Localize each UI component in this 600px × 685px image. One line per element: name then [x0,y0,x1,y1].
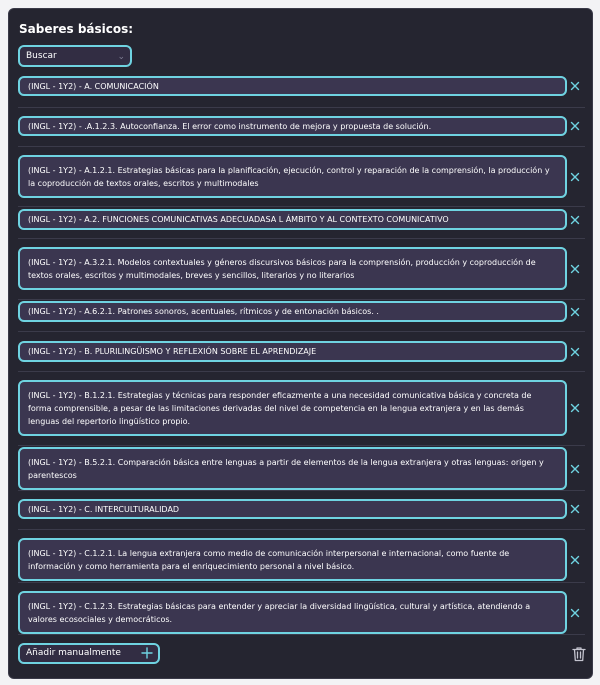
close-icon[interactable] [570,121,580,131]
selected-item-text: (INGL - 1Y2) - A.1.2.1. Estrategias básicas para la planificación, ejecución, control y reparación de la comprensión, la producción y la coproducción de textos orales, escritos y multimodales [18,155,567,198]
close-icon[interactable] [570,215,580,225]
close-icon[interactable] [570,608,580,618]
selected-item [18,538,580,581]
selected-item-text: (INGL - 1Y2) - C.1.2.3. Estrategias básicas para entender y apreciar la diversidad lingüística, cultural y artística, atendiendo a valores ecosociales y democráticos. [18,591,567,634]
divider [18,582,585,583]
section-title: Saberes básicos: [19,22,134,36]
selected-item-text: (INGL - 1Y2) - A.3.2.1. Modelos contextuales y géneros discursivos básicos para la comprensión, producción y coproducción de textos orales, escritos y multimodales, breves y sencillos, literarios y no literarios [18,247,567,290]
selected-item [18,76,580,96]
chevron-down-icon: ⌄ [117,52,125,62]
saberes-basicos-panel [8,8,593,679]
selected-item-text: (INGL - 1Y2) - A.6.2.1. Patrones sonoros, acentuales, rítmicos y de entonación básicos. . [18,301,567,322]
search-dropdown[interactable] [18,45,132,67]
divider [18,206,585,207]
selected-item-text: (INGL - 1Y2) - B.5.2.1. Comparación básica entre lenguas a partir de elementos de la lengua extranjera y otras lenguas: origen y parentescos [18,447,567,490]
selected-item-text: (INGL - 1Y2) - A. COMUNICACIÓN [18,76,567,96]
close-icon[interactable] [570,81,580,91]
selected-item [18,301,580,322]
divider [18,299,585,300]
selected-item [18,499,580,519]
close-icon[interactable] [570,307,580,317]
add-manual-button[interactable] [18,643,160,664]
divider [18,529,585,530]
divider [18,238,585,239]
close-icon[interactable] [570,347,580,357]
selected-item [18,341,580,362]
selected-item [18,591,580,634]
divider [18,371,585,372]
search-label: Buscar [26,51,57,61]
plus-icon [141,647,153,659]
close-icon[interactable] [570,403,580,413]
divider [18,445,585,446]
selected-item-text: (INGL - 1Y2) - .A.1.2.3. Autoconfianza. El error como instrumento de mejora y propuesta de solución. [18,116,567,136]
selected-item [18,247,580,290]
selected-item [18,116,580,136]
close-icon[interactable] [570,264,580,274]
selected-item-text: (INGL - 1Y2) - C.1.2.1. La lengua extranjera como medio de comunicación interpersonal e internacional, como fuente de información y como herramienta para el enriquecimiento personal a nivel básico. [18,538,567,581]
close-icon[interactable] [570,555,580,565]
add-manual-label: Añadir manualmente [26,648,121,658]
divider [18,146,585,147]
selected-item-text: (INGL - 1Y2) - A.2. FUNCIONES COMUNICATIVAS ADECUADASA L ÁMBITO Y AL CONTEXTO COMUNICATIVO [18,209,567,230]
divider [18,634,585,635]
divider [18,107,585,108]
selected-item [18,447,580,490]
divider [18,490,585,491]
selected-item-text: (INGL - 1Y2) - C. INTERCULTURALIDAD [18,499,567,519]
selected-item [18,380,580,436]
close-icon[interactable] [570,504,580,514]
divider [18,331,585,332]
close-icon[interactable] [570,172,580,182]
selected-item [18,209,580,230]
selected-item-text: (INGL - 1Y2) - B. PLURILINGÜISMO Y REFLEXIÓN SOBRE EL APRENDIZAJE [18,341,567,362]
close-icon[interactable] [570,464,580,474]
trash-icon[interactable] [572,646,586,662]
selected-item-text: (INGL - 1Y2) - B.1.2.1. Estrategias y técnicas para responder eficazmente a una necesidad comunicativa básica y concreta de forma comprensible, a pesar de las limitaciones derivadas del nivel de competencia en la lengua extranjera y en las demás lenguas del repertorio lingüístico propio. [18,380,567,436]
selected-item [18,155,580,198]
